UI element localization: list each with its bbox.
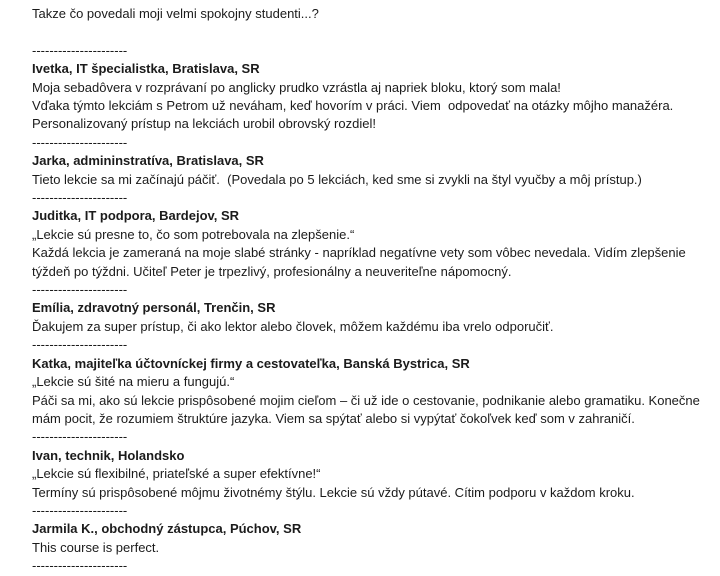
section-divider: ---------------------- — [32, 42, 128, 58]
testimonial-text: Páči sa mi, ako sú lekcie prispôsobené mojim cieľom – či už ide o cestovanie, podnikanie alebo gramatiku. Konečne mám pocit, že rozumiem štruktúre jazyka. Viem sa spýtať alebo si vypýtať čokoľvek keď som v zahraničí. — [32, 392, 704, 426]
section-divider: ---------------------- — [32, 429, 128, 445]
testimonial-section — [32, 189, 702, 281]
testimonial-text: Ďakujem za super prístup, či ako lektor alebo človek, môžem každému iba vrelo odporučiť. — [32, 318, 554, 334]
section-divider: ---------------------- — [32, 337, 128, 353]
testimonial-text: Moja sebadôvera v rozprávaní po anglicky prudko vzrástla aj napriek bloku, ktorý som mala! — [32, 79, 561, 95]
testimonial-text: Tieto lekcie sa mi začínajú páčiť. (Povedala po 5 lekciách, ked sme si zvykli na štyl vyučby a môj prístup.) — [32, 171, 642, 187]
testimonial-text: „Lekcie sú flexibilné, priateľské a super efektívne!“ — [32, 466, 321, 482]
page-title: Takze čo povedali moji velmi spokojny studenti...? — [32, 6, 319, 21]
testimonial-section — [32, 281, 702, 336]
testimonial-text: Každá lekcia je zameraná na moje slabé stránky - napríklad negatívne vety som vôbec nevedala. Vidím zlepšenie týždeň po týždni. Učiteľ Peter je trpezlivý, profesionálny a neuveriteľne nápomocný. — [32, 245, 690, 279]
testimonial-text: Personalizovaný prístup na lekciách urobil obrovský rozdiel! — [32, 116, 376, 132]
section-divider: ---------------------- — [32, 282, 128, 298]
testimonial-author: Jarka, admininstratíva, Bratislava, SR — [32, 153, 264, 169]
section-divider: ---------------------- — [32, 502, 128, 518]
testimonial-author: Jarmila K., obchodný zástupca, Púchov, SR — [32, 521, 302, 537]
testimonial-author: Katka, majiteľka účtovníckej firmy a cestovateľka, Banská Bystrica, SR — [32, 355, 470, 371]
testimonial-text: Termíny sú prispôsobené môjmu životnémy štýlu. Lekcie sú vždy pútavé. Cítim podporu v každom kroku. — [32, 484, 635, 500]
testimonial-author: Emília, zdravotný personál, Trenčin, SR — [32, 300, 276, 316]
section-divider: ---------------------- — [32, 558, 128, 574]
section-divider: ---------------------- — [32, 134, 128, 150]
section-divider: ---------------------- — [32, 190, 128, 206]
testimonial-list — [32, 42, 702, 557]
testimonial-section — [32, 336, 702, 428]
testimonial-author: Juditka, IT podpora, Bardejov, SR — [32, 208, 240, 224]
testimonial-text: This course is perfect. — [32, 539, 160, 555]
testimonial-text: „Lekcie sú presne to, čo som potrebovala na zlepšenie.“ — [32, 226, 355, 242]
testimonial-section — [32, 428, 702, 502]
testimonial-author: Ivetka, IT špecialistka, Bratislava, SR — [32, 61, 260, 77]
testimonial-section — [32, 502, 702, 557]
testimonial-section — [32, 134, 702, 189]
testimonial-author: Ivan, technik, Holandsko — [32, 447, 185, 463]
testimonial-text: „Lekcie sú šité na mieru a fungujú.“ — [32, 374, 235, 390]
testimonial-text: Vďaka týmto lekciám s Petrom už neváham, keď hovorím v práci. Viem odpovedať na otázky môjho manažéra. — [32, 98, 674, 114]
testimonial-section — [32, 42, 702, 134]
